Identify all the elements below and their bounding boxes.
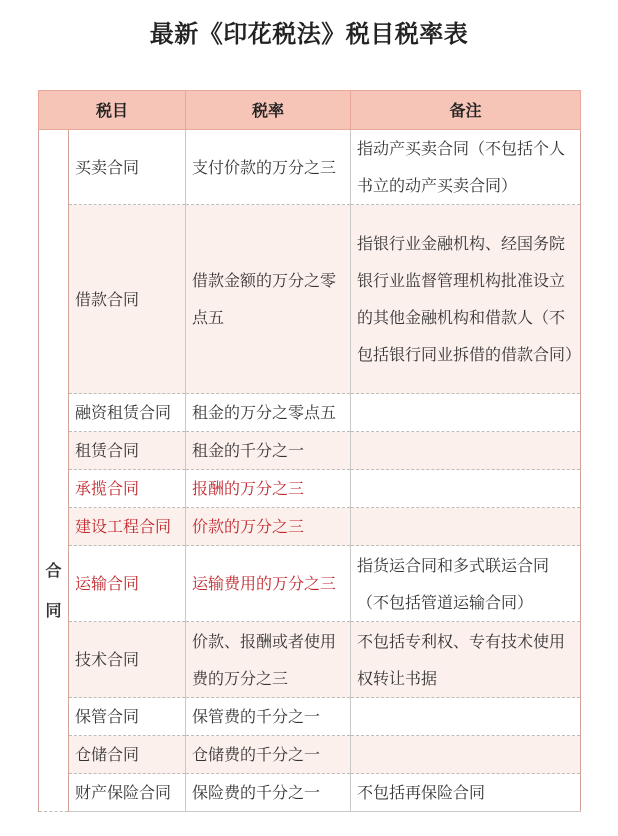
item-cell: 融资租赁合同 — [69, 394, 186, 432]
table-header-row — [39, 91, 581, 130]
page-title: 最新《印花税法》税目税率表 — [149, 20, 469, 48]
item-cell: 仓储合同 — [69, 736, 186, 774]
item-cell: 买卖合同 — [69, 130, 186, 205]
table-row — [39, 736, 581, 774]
table-row — [39, 205, 581, 394]
rate-cell: 价款、报酬或者使用费的万分之三 — [186, 622, 351, 698]
item-cell: 保管合同 — [69, 698, 186, 736]
rate-cell: 报酬的万分之三 — [186, 470, 351, 508]
notes-cell: 指银行业金融机构、经国务院银行业监督管理机构批准设立的其他金融机构和借款人（不包括银行同业拆借的借款合同） — [351, 205, 581, 394]
group-label-char: 合 — [45, 560, 62, 580]
rate-cell: 借款金额的万分之零点五 — [186, 205, 351, 394]
item-cell: 技术合同 — [69, 622, 186, 698]
item-cell: 租赁合同 — [69, 432, 186, 470]
table-row — [39, 774, 581, 812]
notes-cell — [351, 432, 581, 470]
table-row — [39, 546, 581, 622]
notes-cell — [351, 508, 581, 546]
group-label-contract — [39, 130, 69, 812]
rate-cell: 支付价款的万分之三 — [186, 130, 351, 205]
notes-cell: 不包括专利权、专有技术使用权转让书据 — [351, 622, 581, 698]
notes-cell: 不包括再保险合同 — [351, 774, 581, 812]
rate-cell: 租金的千分之一 — [186, 432, 351, 470]
rate-cell: 保管费的千分之一 — [186, 698, 351, 736]
table-row — [39, 432, 581, 470]
item-cell: 财产保险合同 — [69, 774, 186, 812]
rate-cell: 仓储费的千分之一 — [186, 736, 351, 774]
rate-cell: 运输费用的万分之三 — [186, 546, 351, 622]
table-row — [39, 698, 581, 736]
notes-cell — [351, 736, 581, 774]
rate-cell: 价款的万分之三 — [186, 508, 351, 546]
rate-cell: 保险费的千分之一 — [186, 774, 351, 812]
rate-cell: 租金的万分之零点五 — [186, 394, 351, 432]
table-row — [39, 470, 581, 508]
table-row — [39, 130, 581, 205]
notes-cell — [351, 698, 581, 736]
header-notes: 备注 — [351, 91, 581, 130]
header-item: 税目 — [39, 91, 186, 130]
table-row — [39, 508, 581, 546]
item-cell: 运输合同 — [69, 546, 186, 622]
table-row — [39, 622, 581, 698]
group-label-char: 同 — [45, 600, 62, 620]
item-cell: 借款合同 — [69, 205, 186, 394]
item-cell: 建设工程合同 — [69, 508, 186, 546]
notes-cell: 指货运合同和多式联运合同（不包括管道运输合同） — [351, 546, 581, 622]
notes-cell: 指动产买卖合同（不包括个人书立的动产买卖合同） — [351, 130, 581, 205]
notes-cell — [351, 394, 581, 432]
item-cell: 承揽合同 — [69, 470, 186, 508]
tax-rate-table — [38, 90, 581, 812]
header-rate: 税率 — [186, 91, 351, 130]
notes-cell — [351, 470, 581, 508]
table-row — [39, 394, 581, 432]
